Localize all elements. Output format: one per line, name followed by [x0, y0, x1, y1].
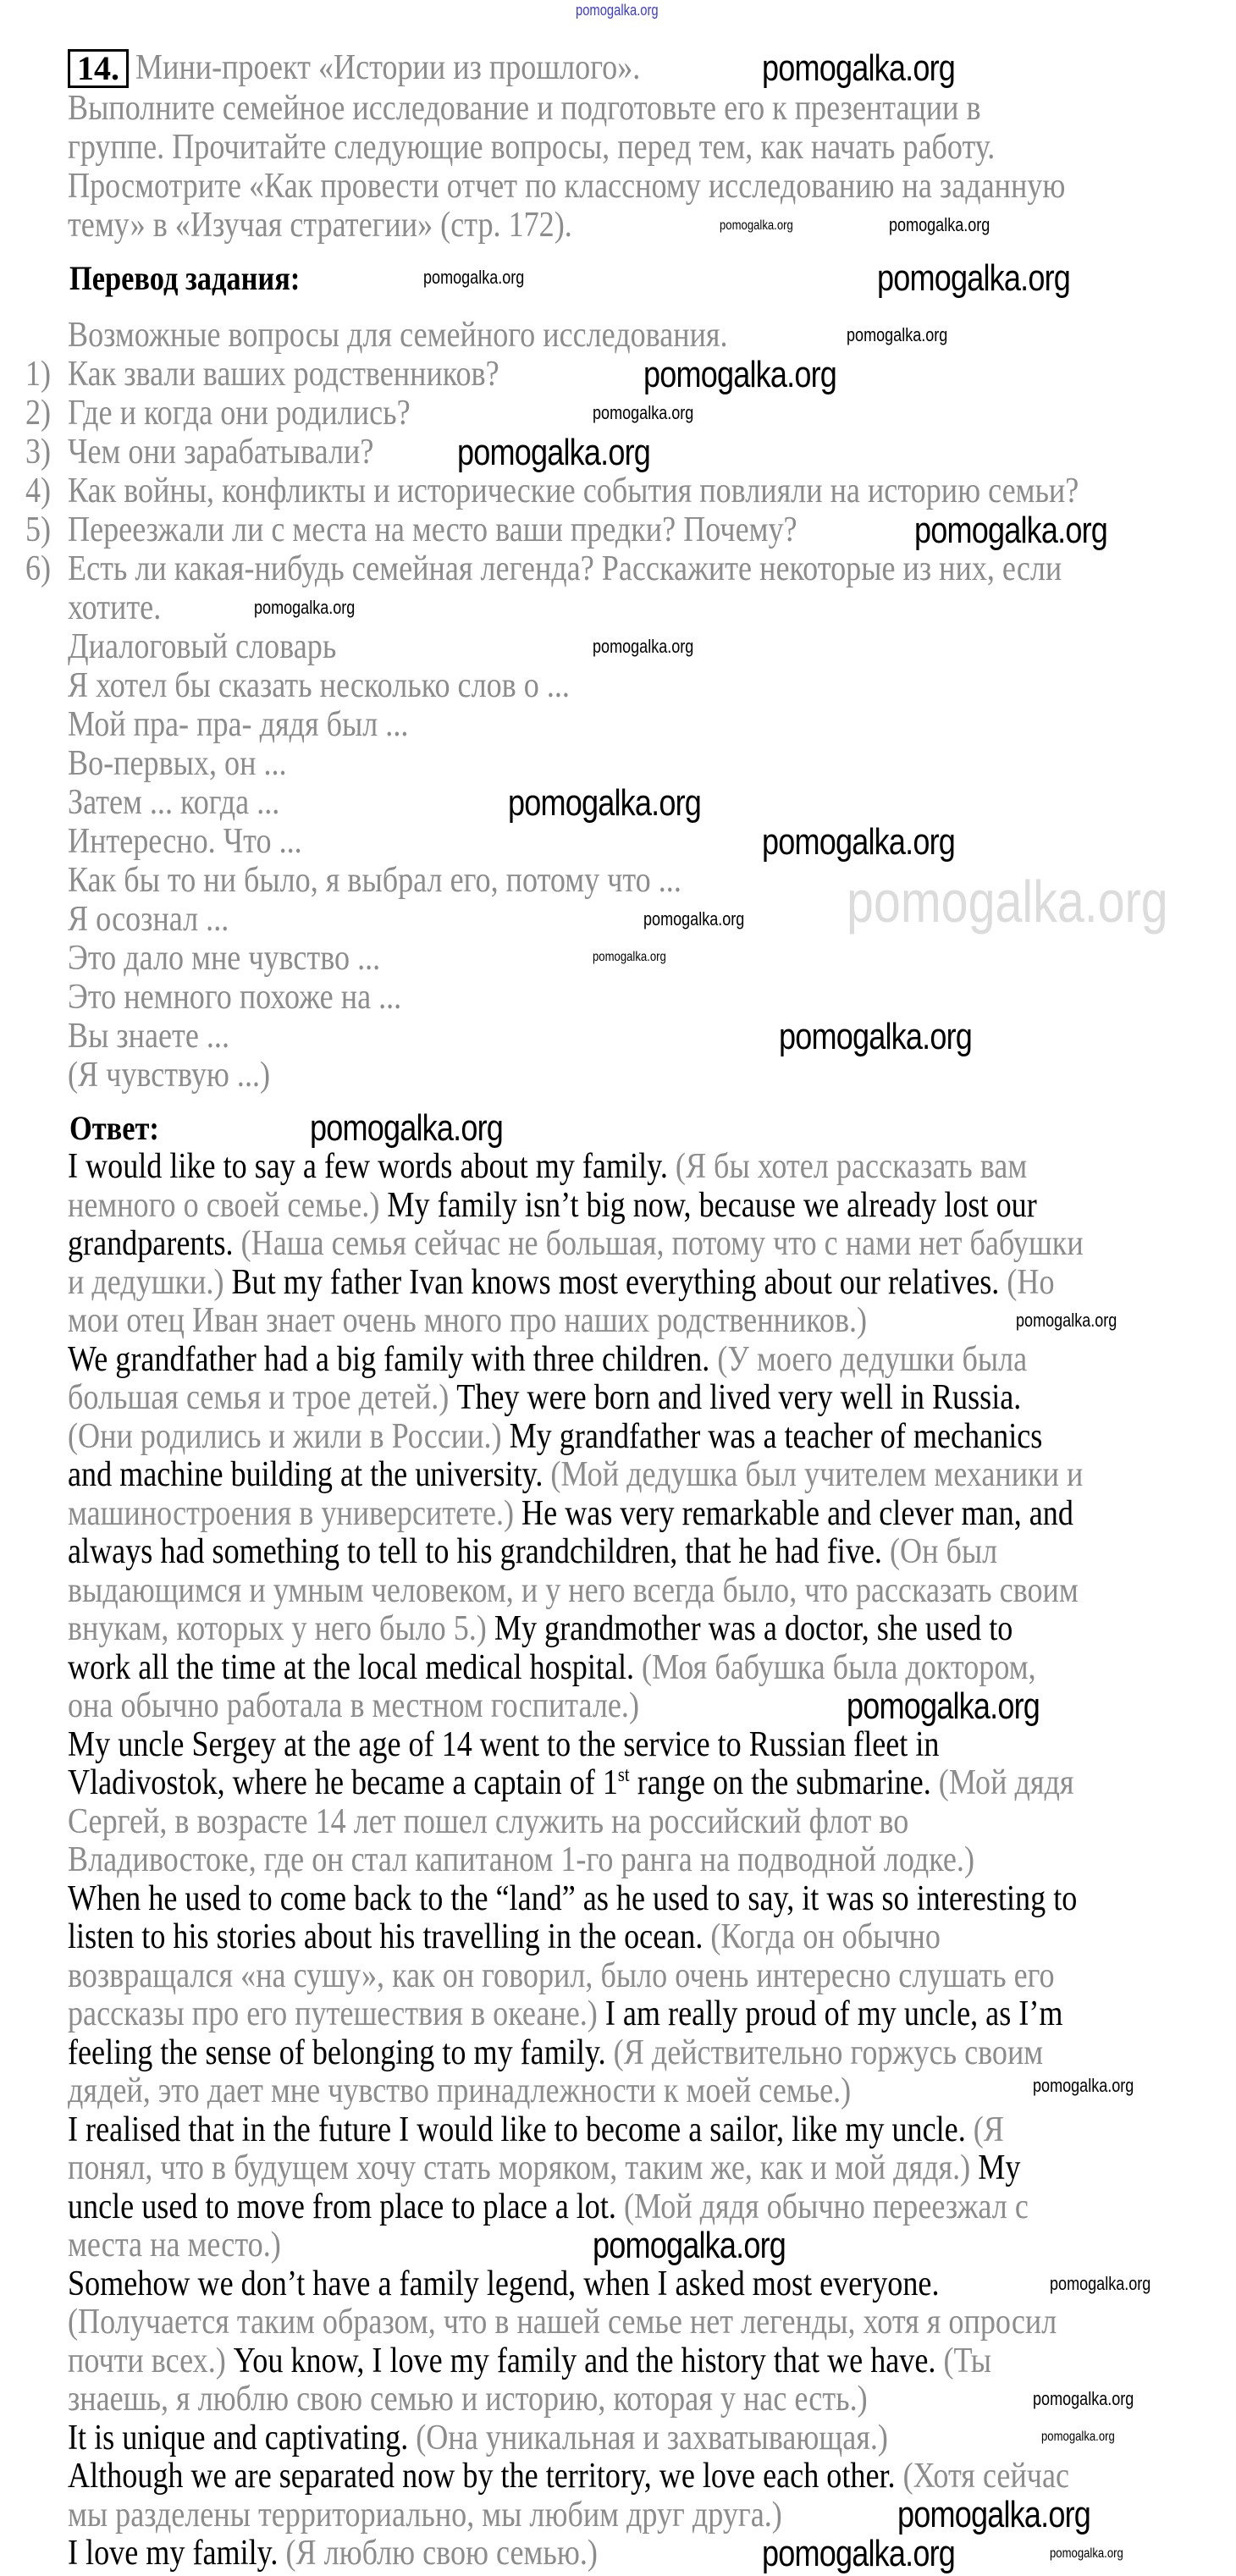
- watermark: pomogalka.org: [593, 950, 666, 964]
- russian-translation: машиностроения в университете.): [68, 1493, 515, 1533]
- question-text: Где и когда они родились?: [68, 394, 411, 433]
- answer-line: [68, 2496, 782, 2535]
- english-text: feeling the sense of belonging to my family.: [68, 2033, 606, 2072]
- english-text: grandparents.: [68, 1224, 234, 1263]
- question-number: 4): [25, 472, 52, 510]
- russian-translation: мои отец Иван знает очень много про наших родственников.): [68, 1301, 868, 1340]
- watermark: pomogalka.org: [847, 1685, 1040, 1727]
- vocab-phrase: Я хотел бы сказать несколько слов о ...: [68, 666, 570, 705]
- answer-line: [68, 1341, 1027, 1379]
- answer-line: [68, 1456, 1083, 1494]
- russian-translation: места на место.): [68, 2226, 281, 2264]
- answer-line: [68, 1148, 1027, 1186]
- english-text: He was very remarkable and clever man, and: [514, 1493, 1073, 1533]
- answer-line: [68, 2149, 1020, 2187]
- russian-translation: Сергей, в возрасте 14 лет пошел служить на российский флот во: [68, 1801, 909, 1841]
- answer-line: [68, 2457, 1069, 2496]
- answer-line: [68, 2342, 991, 2380]
- answer-line: [68, 1687, 639, 1725]
- question-number: 2): [25, 394, 52, 433]
- russian-translation: (Получается таким образом, что в нашей семье нет легенды, хотя я опросил: [68, 2303, 1057, 2342]
- watermark-top: pomogalka.org: [576, 2, 659, 19]
- answer-line: [68, 1803, 908, 1841]
- english-text: st: [617, 1764, 630, 1786]
- english-text: You know, I love my family and the history that we have.: [225, 2341, 936, 2380]
- russian-translation: рассказы про его путешествия в океане.): [68, 1994, 598, 2033]
- russian-translation: мы разделены территориально, мы любим друг друга.): [68, 2495, 782, 2535]
- watermark: pomogalka.org: [914, 510, 1108, 551]
- russian-translation: (Ты: [935, 2341, 992, 2380]
- russian-translation: (Я действительно горжусь своим: [605, 2033, 1044, 2072]
- answer-line: [68, 1379, 1021, 1417]
- watermark: pomogalka.org: [593, 402, 694, 423]
- answer-line: [68, 1187, 1037, 1225]
- russian-translation: (Мой дядя обычно переезжал с: [615, 2187, 1029, 2226]
- answer-line: [68, 1264, 1055, 1302]
- watermark: pomogalka.org: [1050, 2546, 1123, 2561]
- russian-translation: (Моя бабушка была доктором,: [634, 1647, 1036, 1687]
- question-number: 3): [25, 433, 52, 472]
- task-title: Мини-проект «Истории из прошлого».: [135, 48, 641, 87]
- answer-line: [68, 2034, 1043, 2072]
- watermark: pomogalka.org: [1041, 2430, 1115, 2444]
- english-text: My grandmother was a doctor, she used to: [486, 1609, 1013, 1648]
- english-text: It is unique and captivating.: [68, 2418, 409, 2457]
- vocab-phrase: (Я чувствую ...): [68, 1056, 271, 1095]
- answer-line: [68, 2535, 598, 2573]
- russian-translation: возвращался «на сушу», как он говорил, было очень интересно слушать его: [68, 1955, 1055, 1995]
- english-text: Vladivostok, where he became a captain of 1: [68, 1763, 618, 1802]
- answer-line: [68, 2188, 1029, 2226]
- russian-translation: (Я: [965, 2110, 1004, 2149]
- watermark: pomogalka.org: [762, 47, 956, 89]
- russian-translation: (Хотя сейчас: [895, 2457, 1070, 2496]
- answer-line: [68, 2226, 281, 2264]
- watermark: pomogalka.org: [423, 267, 525, 288]
- english-text: listen to his stories about his travelling in the ocean.: [68, 1917, 704, 1956]
- russian-translation: (Но: [999, 1262, 1055, 1302]
- vocab-phrase: Как бы то ни было, я выбрал его, потому что ...: [68, 861, 681, 900]
- vocab-phrase: Во-первых, он ...: [68, 744, 287, 783]
- task-line: группе. Прочитайте следующие вопросы, перед тем, как начать работу.: [68, 128, 996, 167]
- translation-heading: Перевод задания:: [69, 259, 301, 297]
- answer-line: [68, 1918, 941, 1956]
- watermark: pomogalka.org: [779, 1016, 973, 1057]
- watermark: pomogalka.org: [1033, 2075, 1134, 2096]
- answer-line: [68, 1995, 1062, 2033]
- vocab-phrase: Мой пра- пра- дядя был ...: [68, 705, 409, 744]
- vocab-phrase: Затем ... когда ...: [68, 783, 280, 822]
- russian-translation: она обычно работала в местном госпитале.): [68, 1686, 639, 1725]
- english-text: I am really proud of my uncle, as I’m: [597, 1994, 1063, 2033]
- watermark: pomogalka.org: [762, 2533, 956, 2574]
- task-line: Выполните семейное исследование и подготовьте его к презентации в: [68, 89, 981, 128]
- russian-translation: дядей, это дает мне чувство принадлежности к моей семье.): [68, 2071, 852, 2110]
- english-text: always had something to tell to his grandchildren, that he had five.: [68, 1532, 882, 1571]
- answer-line: [68, 1841, 974, 1879]
- question-text: Переезжали ли с места на место ваши предки? Почему?: [68, 510, 797, 549]
- vocab-phrase: Это немного похоже на ...: [68, 978, 402, 1017]
- watermark: pomogalka.org: [877, 257, 1071, 299]
- vocab-heading: Диалоговый словарь: [68, 627, 337, 666]
- english-text: Somehow we don’t have a family legend, when I asked most everyone.: [68, 2264, 940, 2303]
- english-text: uncle used to move from place to place a lot.: [68, 2187, 616, 2226]
- russian-translation: немного о своей семье.): [68, 1185, 380, 1225]
- russian-translation: почти всех.): [68, 2341, 226, 2380]
- answer-line: [68, 1533, 997, 1571]
- russian-translation: (Мой дедушка был учителем механики и: [543, 1455, 1084, 1494]
- answer-heading: Ответ:: [69, 1109, 159, 1147]
- english-text: My grandfather was a teacher of mechanics: [501, 1416, 1043, 1456]
- answer-line: [68, 1649, 1036, 1687]
- task-line: тему» в «Изучая стратегии» (стр. 172).: [68, 206, 572, 245]
- answer-line: [68, 1302, 867, 1340]
- answer-line: [68, 1957, 1055, 1995]
- question-number: 1): [25, 355, 52, 394]
- english-text: and machine building at the university.: [68, 1455, 544, 1494]
- russian-translation: выдающимся и умным человеком, и у него всегда было, что рассказать своим: [68, 1570, 1079, 1610]
- english-text: But my father Ivan knows most everything about our relatives.: [223, 1262, 1000, 1302]
- answer-line: [68, 1418, 1042, 1456]
- answer-line: [68, 1726, 939, 1764]
- answer-line: [68, 2072, 851, 2110]
- watermark: pomogalka.org: [1033, 2388, 1134, 2409]
- watermark: pomogalka.org: [508, 782, 702, 824]
- watermark: pomogalka.org: [593, 2225, 786, 2266]
- watermark: pomogalka.org: [847, 324, 948, 345]
- russian-translation: (Когда он обычно: [703, 1917, 941, 1956]
- watermark-faint: pomogalka.org: [847, 869, 1168, 935]
- english-text: My: [970, 2149, 1021, 2187]
- answer-line: [68, 2419, 888, 2457]
- russian-translation: понял, что в будущем хочу стать моряком, таким же, как и мой дядя.): [68, 2149, 971, 2187]
- english-text: My family isn’t big now, because we already lost our: [379, 1185, 1037, 1225]
- answer-line: [68, 2380, 868, 2419]
- question-continuation: хотите.: [68, 588, 162, 627]
- english-text: I realised that in the future I would like to become a sailor, like my uncle.: [68, 2110, 966, 2149]
- answer-line: [68, 1572, 1079, 1610]
- watermark: pomogalka.org: [310, 1107, 504, 1149]
- russian-translation: и дедушки.): [68, 1262, 224, 1302]
- vocab-phrase: Я осознал ...: [68, 900, 229, 939]
- russian-translation: (Я люблю свою семью.): [278, 2534, 598, 2573]
- russian-translation: (Я бы хотел рассказать вам: [675, 1147, 1028, 1186]
- russian-translation: Владивостоке, где он стал капитаном 1-го ранга на подводной лодке.): [68, 1840, 974, 1879]
- question-number: 5): [25, 510, 52, 549]
- question-number: 6): [25, 549, 52, 588]
- task-line: Просмотрите «Как провести отчет по классному исследованию на заданную: [68, 167, 1066, 206]
- watermark: pomogalka.org: [593, 636, 694, 657]
- english-text: I would like to say a few words about my family.: [68, 1147, 676, 1186]
- russian-translation: (Они родились и жили в России.): [68, 1416, 502, 1456]
- answer-line: [68, 1225, 1084, 1263]
- task-number: 14.: [68, 49, 129, 88]
- russian-translation: (Наша семья сейчас не большая, потому что с нами нет бабушки: [233, 1224, 1084, 1263]
- russian-translation: (Мой дядя: [930, 1763, 1074, 1802]
- english-text: work all the time at the local medical hospital.: [68, 1647, 635, 1687]
- vocab-phrase: Вы знаете ...: [68, 1017, 230, 1056]
- watermark: pomogalka.org: [889, 214, 990, 235]
- english-text: range on the submarine.: [629, 1763, 931, 1802]
- english-text: When he used to come back to the “land” as he used to say, it was so interesting to: [68, 1878, 1078, 1918]
- english-text: I love my family.: [68, 2534, 279, 2573]
- answer-line: [68, 2265, 939, 2303]
- question-text: Есть ли какая-нибудь семейная легенда? Расскажите некоторые из них, если: [68, 549, 1062, 588]
- answer-line: [68, 2111, 1004, 2149]
- watermark: pomogalka.org: [720, 218, 793, 233]
- russian-translation: внукам, которых у него было 5.): [68, 1609, 487, 1648]
- english-text: Although we are separated now by the territory, we love each other.: [68, 2457, 896, 2496]
- vocab-phrase: Это дало мне чувство ...: [68, 939, 381, 978]
- watermark: pomogalka.org: [254, 597, 356, 618]
- watermark: pomogalka.org: [643, 354, 837, 395]
- question-text: Чем они зарабатывали?: [68, 433, 374, 472]
- vocab-phrase: Интересно. Что ...: [68, 822, 302, 861]
- english-text: We grandfather had a big family with three children.: [68, 1339, 710, 1379]
- answer-line: [68, 2303, 1057, 2342]
- answer-line: [68, 1764, 1073, 1802]
- watermark: pomogalka.org: [1016, 1310, 1117, 1331]
- watermark: pomogalka.org: [1050, 2273, 1151, 2294]
- russian-translation: знаешь, я люблю свою семью и историю, которая у нас есть.): [68, 2380, 868, 2419]
- answer-line: [68, 1495, 1073, 1533]
- question-text: Как войны, конфликты и исторические события повлияли на историю семьи?: [68, 472, 1079, 510]
- russian-translation: (Она уникальная и захватывающая.): [408, 2418, 888, 2457]
- english-text: They were born and lived very well in Russia.: [449, 1378, 1022, 1417]
- english-text: My uncle Sergey at the age of 14 went to the service to Russian fleet in: [68, 1724, 940, 1764]
- question-text: Как звали ваших родственников?: [68, 355, 499, 394]
- answer-line: [68, 1880, 1077, 1918]
- translation-intro: Возможные вопросы для семейного исследования.: [68, 316, 728, 355]
- answer-line: [68, 1610, 1013, 1648]
- watermark: pomogalka.org: [897, 2494, 1091, 2535]
- russian-translation: (У моего дедушки была: [709, 1339, 1028, 1379]
- russian-translation: большая семья и трое детей.): [68, 1378, 450, 1417]
- watermark: pomogalka.org: [457, 432, 651, 473]
- watermark: pomogalka.org: [643, 908, 745, 929]
- watermark: pomogalka.org: [762, 821, 956, 863]
- russian-translation: (Он был: [881, 1532, 998, 1571]
